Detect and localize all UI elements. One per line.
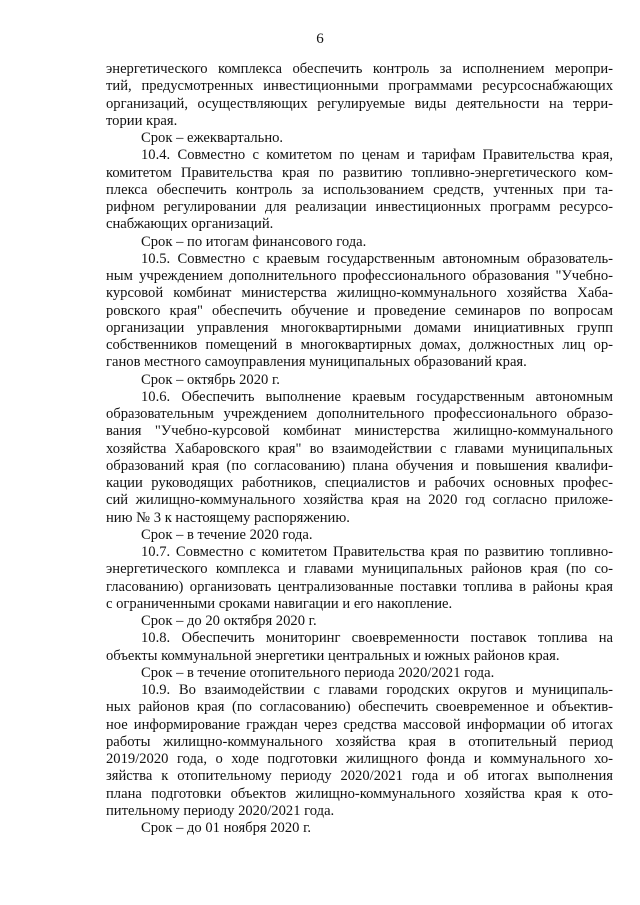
text-line: Срок – в течение 2020 года.: [141, 526, 313, 543]
page-number: 6: [316, 31, 324, 47]
text-line: плекса обеспечить контроль за использованием средств, учтенных при та-: [106, 181, 613, 198]
text-line: Срок – по итогам финансового года.: [141, 233, 367, 250]
text-line: образовательным учреждением дополнительного профессионального образо-: [106, 406, 613, 422]
paragraph: [106, 389, 613, 527]
text-line: Срок – ежеквартально.: [141, 130, 284, 146]
paragraph: [106, 682, 613, 820]
text-line: работы жилищно-коммунального хозяйства края в отопительный период: [106, 733, 613, 750]
text-line: снабжающих организаций.: [106, 216, 274, 233]
document-body: [106, 61, 613, 837]
text-line: ное информирование граждан через средства массовой информации об итогах: [106, 716, 613, 733]
text-line: зяйства к отопительному периоду 2020/2021 года и об итогах выполнения: [106, 768, 613, 785]
text-line: 10.7. Совместно с комитетом Правительства края по развитию топливно-: [141, 544, 613, 560]
paragraph: [106, 147, 613, 233]
text-line: образований края (по согласованию) плана обучения и повышения квалифи-: [106, 457, 613, 474]
paragraph: [106, 527, 613, 544]
text-line: пительному периоду 2020/2021 года.: [106, 802, 335, 819]
paragraph: [106, 665, 613, 682]
paragraph-continuation: [106, 61, 613, 130]
text-line: Срок – до 20 октября 2020 г.: [141, 613, 317, 629]
text-line: тории края.: [106, 112, 178, 129]
text-line: 10.9. Во взаимодействии с главами городских округов и муниципаль-: [141, 682, 613, 698]
text-line: энергетического комплекса обеспечить контроль за исполнением меропри-: [106, 61, 613, 77]
text-line: Срок – до 01 ноября 2020 г.: [141, 820, 312, 836]
paragraph: [106, 251, 613, 372]
paragraph: [106, 130, 613, 147]
text-line: ных районов края (по согласованию) обеспечить своевременное и объектив-: [106, 699, 613, 716]
text-line: объекты коммунальной энергетики центральных и южных районов края.: [106, 647, 560, 664]
text-line: ровского края" обеспечить обучение и проведение семинаров по вопросам: [106, 302, 613, 319]
paragraph: [106, 630, 613, 665]
paragraph: [106, 613, 613, 630]
text-line: нию № 3 к настоящему распоряжению.: [106, 509, 350, 526]
paragraph: [106, 372, 613, 389]
text-line: 2019/2020 года, о ходе подготовки жилищного фонда и коммунального хо-: [106, 751, 613, 767]
paragraph: [106, 544, 613, 613]
text-line: с ограниченными сроками навигации и его накопление.: [106, 595, 453, 612]
text-line: 10.4. Совместно с комитетом по ценам и тарифам Правительства края,: [141, 147, 613, 164]
text-line: Срок – октябрь 2020 г.: [141, 371, 280, 388]
text-line: 10.6. Обеспечить выполнение краевым государственным автономным: [141, 388, 613, 405]
text-line: ным учреждением дополнительного профессионального образования "Учебно-: [106, 268, 613, 284]
text-line: 10.8. Обеспечить мониторинг своевременности поставок топлива на: [141, 630, 613, 647]
text-line: курсовой комбинат министерства жилищно-коммунального хозяйства Хаба-: [106, 285, 613, 302]
text-line: организации управления многоквартирными домами инициативных групп: [106, 319, 613, 336]
text-line: гласованию) организовать централизованные поставки топлива в районы края: [106, 578, 613, 595]
text-line: сий жилищно-коммунального хозяйства края на 2020 год согласно приложе-: [106, 492, 613, 509]
text-line: кации руководящих работников, специалистов и рабочих основных профес-: [106, 475, 613, 491]
text-line: рифном регулировании для реализации инвестиционных программ ресурсо-: [106, 199, 613, 215]
text-line: плана подготовки объектов жилищно-коммунального хозяйства края к ото-: [106, 785, 613, 802]
text-line: хозяйства Хабаровского края" во взаимодействии с главами муниципальных: [106, 440, 613, 457]
text-line: комитетом Правительства края по развитию топливно-энергетического ком-: [106, 164, 613, 181]
text-line: тий, предусмотренных инвестиционными программами ресурсоснабжающих: [106, 78, 613, 95]
text-line: ганов местного самоуправления муниципальных образований края.: [106, 354, 527, 371]
text-line: вания "Учебно-курсовой комбинат министерства жилищно-коммунального: [106, 423, 613, 440]
paragraph: [106, 820, 613, 837]
text-line: собственников помещений в многоквартирных домах, должностных лиц ор-: [106, 337, 613, 353]
paragraph: [106, 234, 613, 251]
text-line: организаций, осуществляющих регулируемые виды деятельности на терри-: [106, 95, 613, 112]
text-line: 10.5. Совместно с краевым государственным автономным образователь-: [141, 250, 613, 267]
text-line: Срок – в течение отопительного периода 2020/2021 года.: [141, 664, 495, 681]
text-line: энергетического комплекса и главами муниципальных районов края (по со-: [106, 561, 613, 578]
